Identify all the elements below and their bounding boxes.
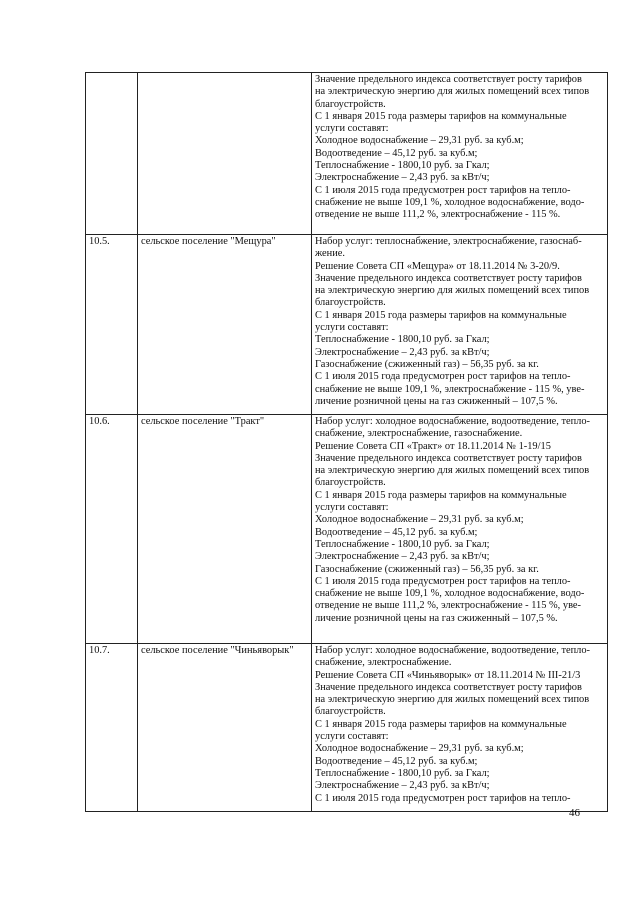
description-line: Теплоснабжение - 1800,10 руб. за Гкал;: [315, 767, 490, 779]
description-line: Значение предельного индекса соответствует росту тарифов: [315, 272, 582, 284]
description-line: жение.: [315, 248, 345, 260]
description-line: С 1 января 2015 года размеры тарифов на коммунальные: [315, 309, 567, 321]
description-line: Водоотведение – 45,12 руб. за куб.м;: [315, 755, 478, 767]
row-number: 10.7.: [86, 644, 138, 812]
description-line: на электрическую энергию для жилых помещений всех типов: [315, 86, 590, 98]
description-line: личение розничной цены на газ сжиженный – 107,5 %.: [315, 395, 558, 407]
description-line: С 1 июля 2015 года предусмотрен рост тарифов на тепло-: [315, 575, 571, 587]
description-line: Решение Совета СП «Чиньяворык» от 18.11.2014 № III-21/3: [315, 669, 581, 681]
tariff-description: [312, 73, 608, 235]
description-line: услуги составят:: [315, 731, 389, 743]
description-line: благоустройств.: [315, 297, 386, 309]
description-line: услуги составят:: [315, 502, 389, 514]
row-number: 10.5.: [86, 235, 138, 415]
description-line: благоустройств.: [315, 98, 386, 110]
description-line: Набор услуг: холодное водоснабжение, водоотведение, тепло-: [315, 645, 591, 656]
settlement-name: [138, 73, 312, 235]
description-line: снабжение, электроснабжение, газоснабжение.: [315, 428, 523, 440]
description-line: личение розничной цены на газ сжиженный – 107,5 %.: [315, 612, 558, 624]
description-line: отведение не выше 111,2 %, электроснабжение - 115 %, уве-: [315, 600, 581, 612]
description-line: на электрическую энергию для жилых помещений всех типов: [315, 465, 590, 477]
tariff-table: [85, 72, 608, 812]
description-line: Электроснабжение – 2,43 руб. за кВт/ч;: [315, 780, 490, 792]
description-line: услуги составят:: [315, 322, 389, 334]
description-line: благоустройств.: [315, 477, 386, 489]
description-line: Газоснабжение (сжиженный газ) – 56,35 руб. за кг.: [315, 358, 539, 370]
description-line: Газоснабжение (сжиженный газ) – 56,35 руб. за кг.: [315, 563, 539, 575]
description-line: отведение не выше 111,2 %, электроснабжение - 115 %.: [315, 209, 561, 221]
table-row: [86, 415, 608, 644]
description-line: Электроснабжение – 2,43 руб. за кВт/ч;: [315, 346, 490, 358]
table-row: [86, 644, 608, 812]
tariff-table-body: [86, 73, 608, 812]
table-row: [86, 73, 608, 235]
description-line: Холодное водоснабжение – 29,31 руб. за куб.м;: [315, 743, 524, 755]
description-line: Набор услуг: теплоснабжение, электроснабжение, газоснаб-: [315, 236, 582, 247]
description-line: снабжение не выше 109,1 %, электроснабжение - 115 %, уве-: [315, 383, 585, 395]
description-line: Значение предельного индекса соответствует росту тарифов: [315, 74, 582, 85]
description-line: Водоотведение – 45,12 руб. за куб.м;: [315, 147, 478, 159]
tariff-description: [312, 644, 608, 812]
description-line: снабжение, электроснабжение.: [315, 657, 452, 669]
description-line: на электрическую энергию для жилых помещений всех типов: [315, 285, 590, 297]
tariff-description: [312, 235, 608, 415]
settlement-name: сельское поселение "Мещура": [138, 235, 312, 415]
description-line: благоустройств.: [315, 706, 386, 718]
description-line: на электрическую энергию для жилых помещений всех типов: [315, 694, 590, 706]
description-line: Набор услуг: холодное водоснабжение, водоотведение, тепло-: [315, 416, 591, 427]
description-line: Электроснабжение – 2,43 руб. за кВт/ч;: [315, 551, 490, 563]
description-line: Электроснабжение – 2,43 руб. за кВт/ч;: [315, 172, 490, 184]
tariff-description: [312, 415, 608, 644]
description-line: С 1 января 2015 года размеры тарифов на коммунальные: [315, 110, 567, 122]
description-line: Холодное водоснабжение – 29,31 руб. за куб.м;: [315, 514, 524, 526]
description-line: С 1 июля 2015 года предусмотрен рост тарифов на тепло-: [315, 371, 571, 383]
description-line: С 1 июля 2015 года предусмотрен рост тарифов на тепло-: [315, 184, 571, 196]
description-line: Холодное водоснабжение – 29,31 руб. за куб.м;: [315, 135, 524, 147]
description-line: снабжение не выше 109,1 %, холодное водоснабжение, водо-: [315, 196, 585, 208]
description-line: услуги составят:: [315, 123, 389, 135]
description-line: С 1 июля 2015 года предусмотрен рост тарифов на тепло-: [315, 792, 571, 804]
settlement-name: сельское поселение "Тракт": [138, 415, 312, 644]
page-number: 46: [569, 807, 580, 819]
description-line: снабжение не выше 109,1 %, холодное водоснабжение, водо-: [315, 588, 585, 600]
description-line: Значение предельного индекса соответствует росту тарифов: [315, 681, 582, 693]
description-line: Теплоснабжение - 1800,10 руб. за Гкал;: [315, 160, 490, 172]
description-line: Значение предельного индекса соответствует росту тарифов: [315, 452, 582, 464]
description-line: Теплоснабжение - 1800,10 руб. за Гкал;: [315, 538, 490, 550]
table-row: [86, 235, 608, 415]
description-line: Водоотведение – 45,12 руб. за куб.м;: [315, 526, 478, 538]
description-line: С 1 января 2015 года размеры тарифов на коммунальные: [315, 718, 567, 730]
description-line: Теплоснабжение - 1800,10 руб. за Гкал;: [315, 334, 490, 346]
description-line: Решение Совета СП «Мещура» от 18.11.2014 № 3-20/9.: [315, 260, 560, 272]
row-number: 10.6.: [86, 415, 138, 644]
description-line: Решение Совета СП «Тракт» от 18.11.2014 № 1-19/15: [315, 440, 551, 452]
description-line: С 1 января 2015 года размеры тарифов на коммунальные: [315, 489, 567, 501]
row-number: [86, 73, 138, 235]
settlement-name: сельское поселение "Чиньяворык": [138, 644, 312, 812]
